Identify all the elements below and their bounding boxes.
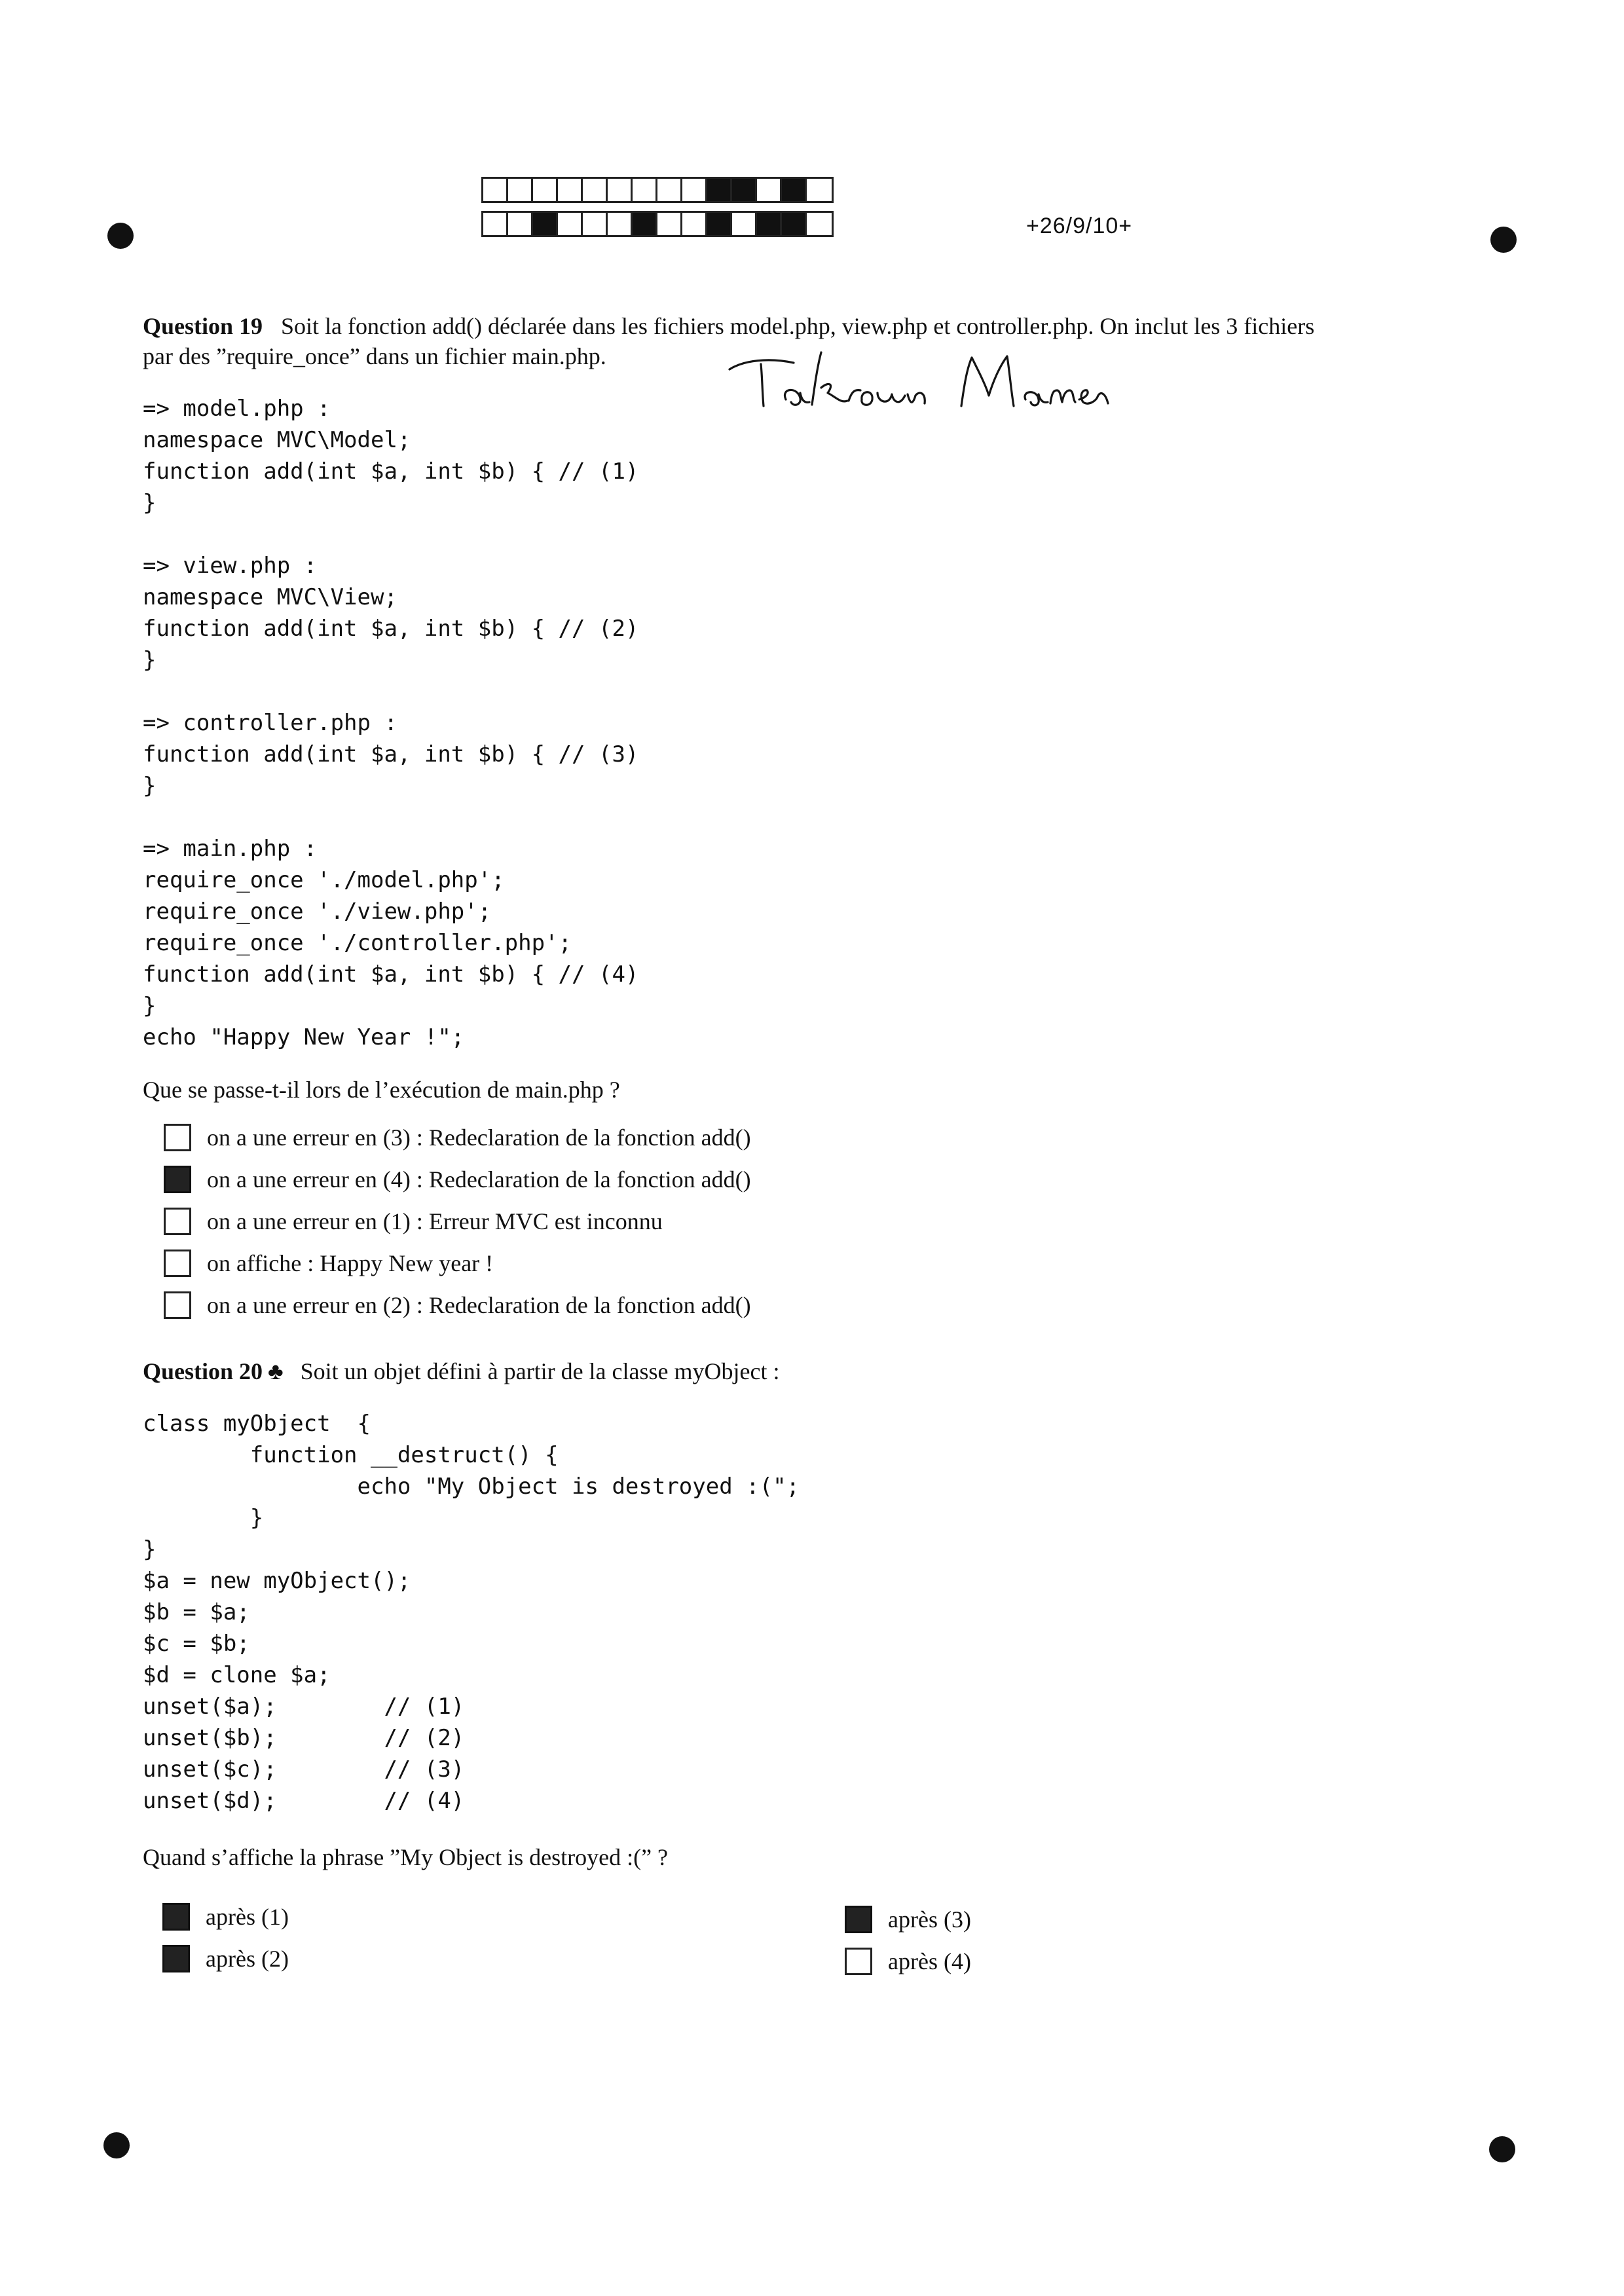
q19-option-3-label: on a une erreur en (1) : Erreur MVC est inconnu — [207, 1208, 663, 1234]
barcode-row-top — [481, 177, 834, 203]
q20-option-4[interactable] — [845, 1948, 971, 1975]
question-20-prompt: Quand s’affiche la phrase ”My Object is destroyed :(” ? — [143, 1844, 669, 1870]
question-19-text-line2: par des ”require_once” dans un fichier main.php. — [143, 343, 606, 369]
q19-option-1[interactable] — [164, 1124, 751, 1151]
question-19-number: Question 19 — [143, 313, 263, 339]
q19-option-2-label: on a une erreur en (4) : Redeclaration de la fonction add() — [207, 1166, 751, 1193]
q19-option-4-label: on affiche : Happy New year ! — [207, 1250, 494, 1276]
question-20-text: Soit un objet défini à partir de la classe myObject : — [300, 1358, 780, 1384]
q19-option-5-checkbox[interactable] — [164, 1291, 191, 1319]
barcode-cell — [608, 179, 633, 201]
barcode-row-bottom — [481, 211, 834, 237]
question-19-text-line1: Soit la fonction add() déclarée dans les fichiers model.php, view.php et controller.php. On inclut les 3 fichiers — [281, 313, 1315, 339]
corner-dot-top-right — [1490, 227, 1517, 253]
q20-option-1-checkbox[interactable] — [162, 1903, 190, 1931]
q19-option-4-checkbox[interactable] — [164, 1250, 191, 1277]
q19-option-5[interactable] — [164, 1291, 751, 1319]
barcode-cell — [807, 179, 832, 201]
q20-option-3-checkbox[interactable] — [845, 1906, 872, 1933]
q19-option-2[interactable] — [164, 1166, 751, 1193]
barcode-cell — [483, 179, 508, 201]
barcode-cell — [533, 179, 558, 201]
q20-option-2-label: après (2) — [206, 1946, 289, 1972]
q19-option-5-label: on a une erreur en (2) : Redeclaration de la fonction add() — [207, 1292, 751, 1318]
question-20-number: Question 20 — [143, 1358, 263, 1384]
q20-option-1-label: après (1) — [206, 1904, 289, 1930]
barcode-cell — [583, 213, 608, 235]
handwritten-name-signature — [726, 347, 1112, 419]
barcode-cell — [732, 213, 757, 235]
q20-option-2[interactable] — [162, 1945, 289, 1972]
barcode-cell — [757, 213, 782, 235]
barcode-cell — [608, 213, 633, 235]
q19-option-4[interactable] — [164, 1250, 493, 1277]
barcode-cell — [583, 179, 608, 201]
question-20-code: class myObject { function __destruct() { echo "My Object is destroyed :("; } } $a = new myObject(); $b = $a; $c = $b; $d = clone $a; unset($a); // (1) unset($b); // (2) unset($c); // (3) unset($d); // (4) — [143, 1411, 800, 1814]
q19-option-3[interactable] — [164, 1208, 663, 1235]
barcode-cell — [657, 213, 682, 235]
barcode-cell — [707, 179, 732, 201]
barcode-cell — [508, 213, 533, 235]
page-id: +26/9/10+ — [1026, 213, 1133, 238]
q19-option-3-checkbox[interactable] — [164, 1208, 191, 1235]
barcode-cell — [633, 213, 657, 235]
barcode-cell — [558, 179, 583, 201]
barcode-cell — [558, 213, 583, 235]
barcode-cell — [483, 213, 508, 235]
corner-dot-bottom-left — [103, 2132, 130, 2158]
corner-dot-top-left — [107, 223, 134, 249]
question-19-code: => model.php : namespace MVC\Model; function add(int $a, int $b) { // (1) } => view.php : namespace MVC\View; function add(int $a, int $b) { // (2) } => controller.php : function add(int $a, int $b) { // (3) } => main.php : require_once './model.php'; require_once './view.php'; require_once './controller.php'; function add(int $a, int $b) { // (4) } echo "Happy New Year !"; — [143, 396, 639, 1050]
question-20-heading — [143, 1357, 779, 1386]
barcode-cell — [508, 179, 533, 201]
q19-option-1-label: on a une erreur en (3) : Redeclaration de la fonction add() — [207, 1124, 751, 1151]
barcode-cell — [682, 213, 707, 235]
barcode-cell — [782, 179, 807, 201]
q20-option-1[interactable] — [162, 1903, 289, 1931]
q20-option-3-label: après (3) — [888, 1906, 971, 1933]
q19-option-1-checkbox[interactable] — [164, 1124, 191, 1151]
q20-option-4-label: après (4) — [888, 1948, 971, 1974]
barcode-cell — [732, 179, 757, 201]
club-symbol-icon: ♣ — [268, 1358, 284, 1384]
barcode-cell — [533, 213, 558, 235]
q20-option-2-checkbox[interactable] — [162, 1945, 190, 1972]
barcode-cell — [757, 179, 782, 201]
barcode-cell — [782, 213, 807, 235]
question-19-prompt: Que se passe-t-il lors de l’exécution de main.php ? — [143, 1077, 620, 1103]
q20-option-4-checkbox[interactable] — [845, 1948, 872, 1975]
q20-option-3[interactable] — [845, 1906, 971, 1933]
barcode-cell — [633, 179, 657, 201]
barcode-cell — [682, 179, 707, 201]
barcode-cell — [807, 213, 832, 235]
question-19-heading — [143, 312, 1314, 341]
barcode-cell — [657, 179, 682, 201]
barcode-cell — [707, 213, 732, 235]
corner-dot-bottom-right — [1489, 2136, 1515, 2162]
q19-option-2-checkbox[interactable] — [164, 1166, 191, 1193]
